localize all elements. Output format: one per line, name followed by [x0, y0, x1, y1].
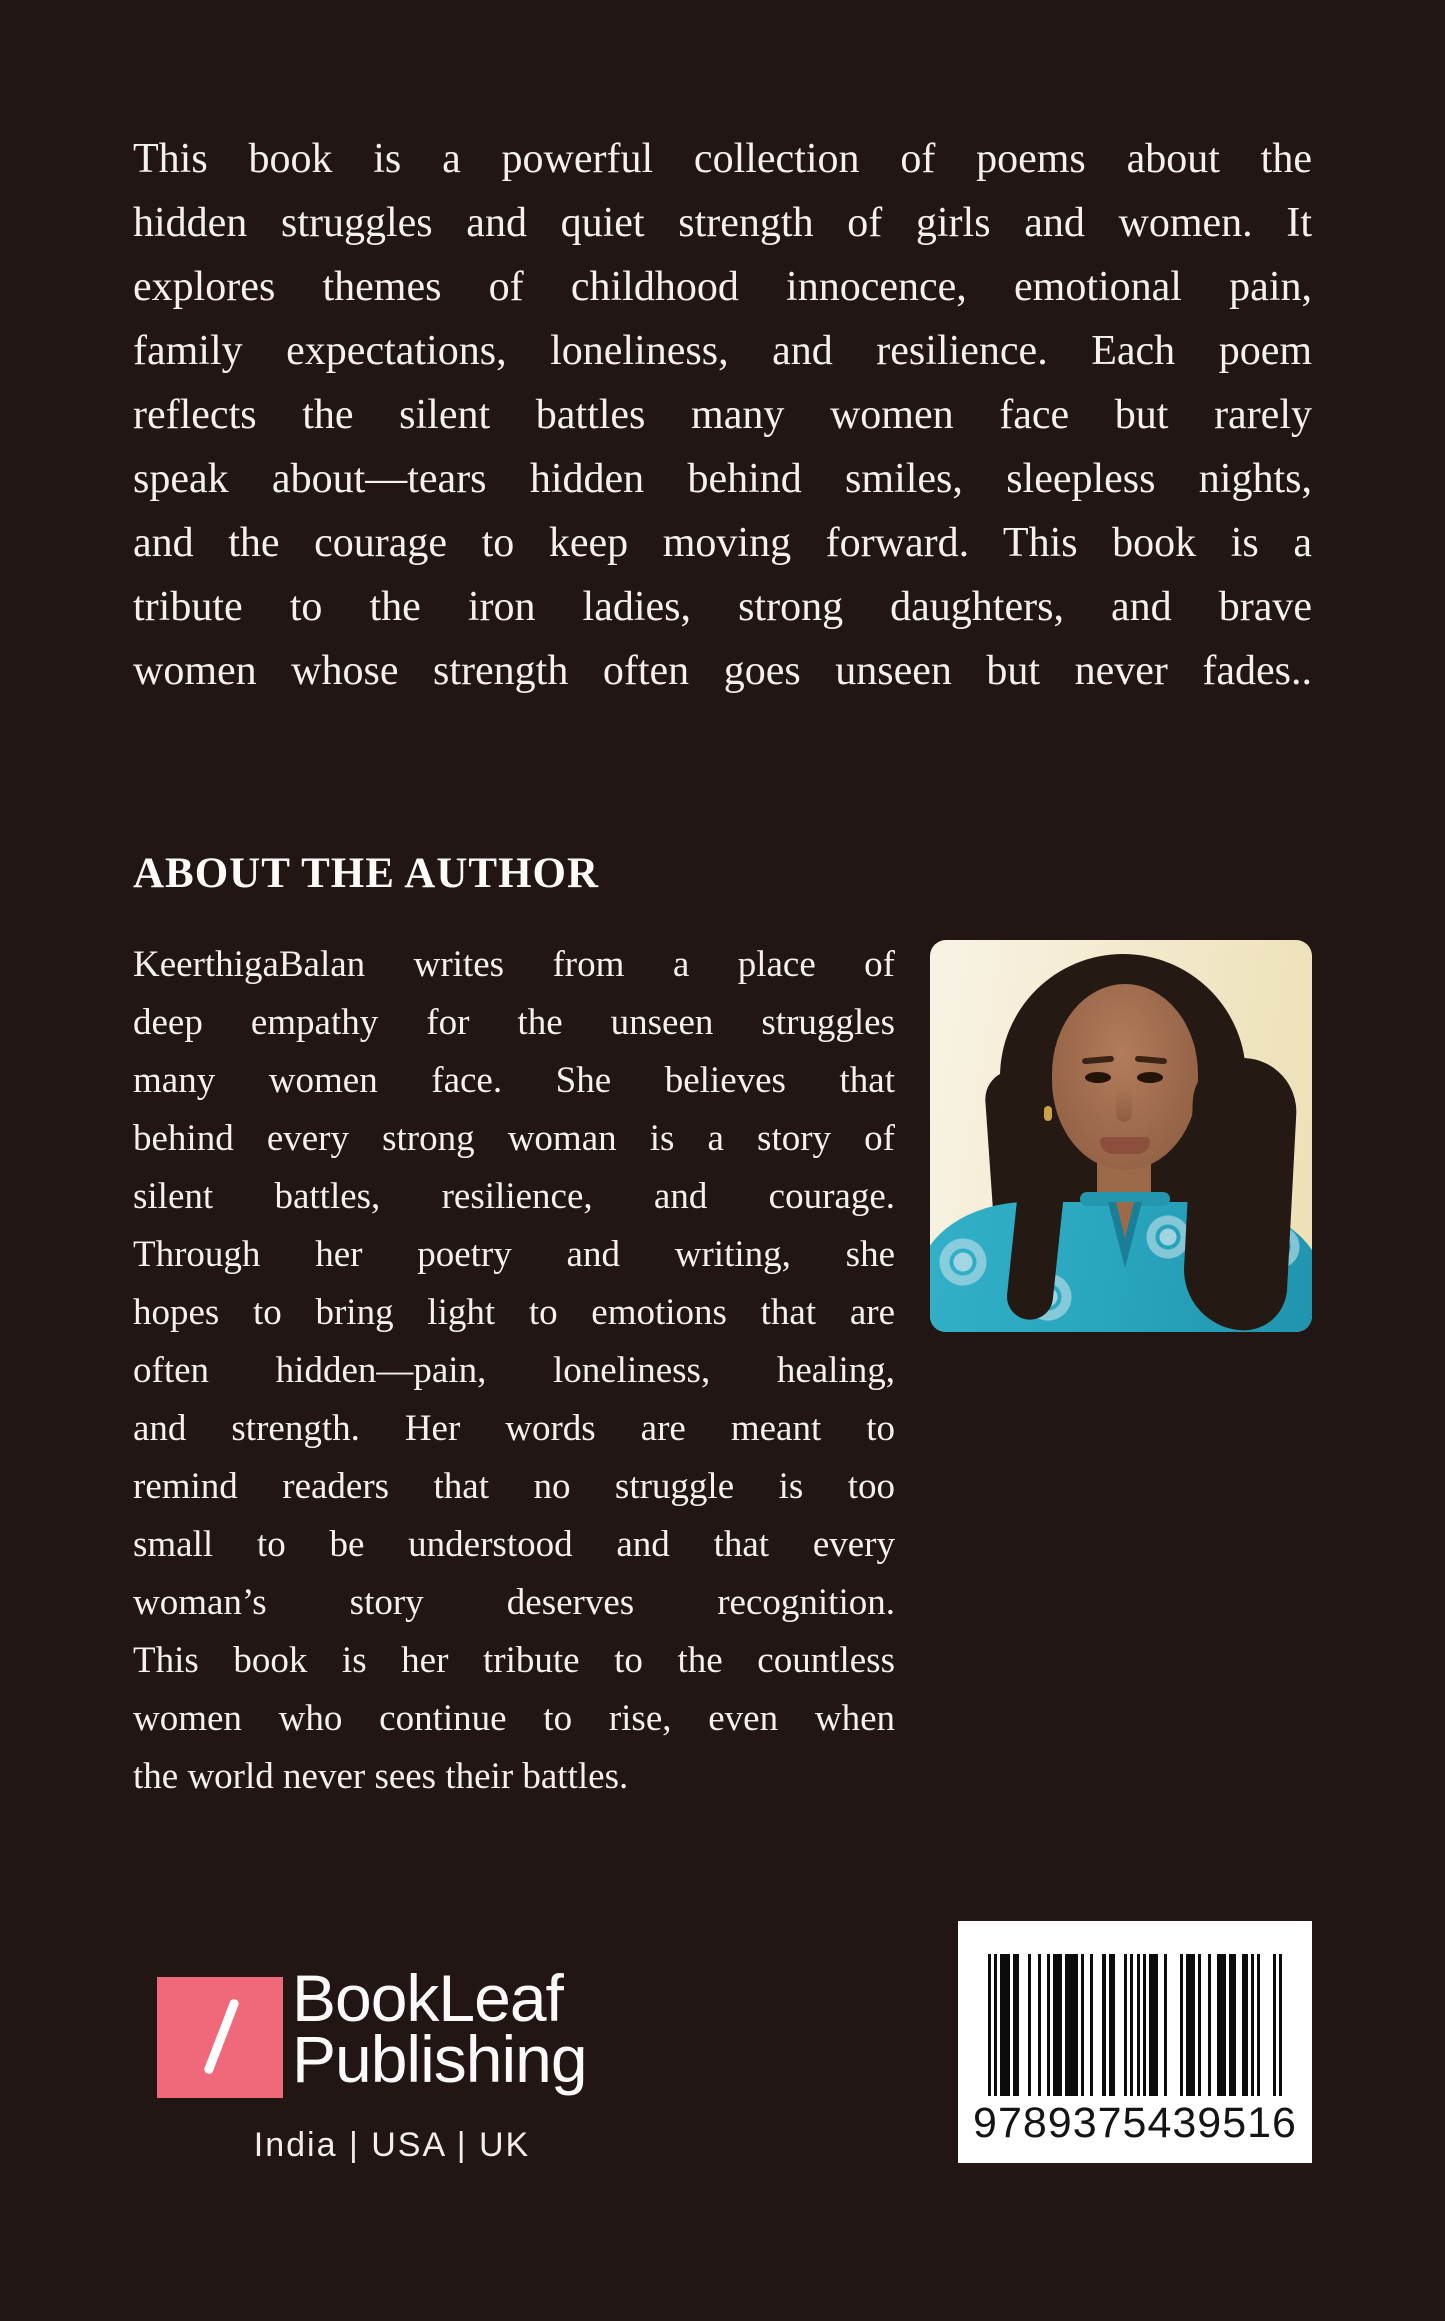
eye	[1137, 1072, 1163, 1083]
barcode	[958, 1921, 1312, 2163]
text-line: silent battles, resilience, and courage.	[133, 1176, 895, 1217]
text-line: women who continue to rise, even when	[133, 1698, 895, 1739]
text-line: often hidden—pain, loneliness, healing,	[133, 1350, 895, 1391]
text-line: and the courage to keep moving forward. This book is a	[133, 520, 1312, 566]
text-line: hopes to bring light to emotions that are	[133, 1292, 895, 1333]
text-line: family expectations, loneliness, and resilience. Each poem	[133, 328, 1312, 374]
text-line: hidden struggles and quiet strength of girls and women. It	[133, 200, 1312, 246]
bookleaf-logo-icon	[157, 1977, 283, 2098]
text-line: explores themes of childhood innocence, emotional pain,	[133, 264, 1312, 310]
earring-icon	[1044, 1106, 1052, 1121]
text-line: many women face. She believes that	[133, 1060, 895, 1101]
hair-right-mass	[1181, 1055, 1299, 1332]
text-line: This book is her tribute to the countless	[133, 1640, 895, 1681]
nose	[1116, 1086, 1132, 1122]
text-line: the world never sees their battles.	[133, 1756, 629, 1797]
text-line: and strength. Her words are meant to	[133, 1408, 895, 1449]
publisher-name-line1: BookLeaf	[292, 1961, 563, 2035]
text-line: Through her poetry and writing, she	[133, 1234, 895, 1275]
barcode-bars	[988, 1954, 1282, 2096]
smiling-lips	[1100, 1137, 1150, 1154]
publisher-name-line2: Publishing	[292, 2022, 587, 2096]
text-line: woman’s story deserves recognition.	[133, 1582, 895, 1623]
slash-icon	[203, 1998, 240, 2075]
text-line: deep empathy for the unseen struggles	[133, 1002, 895, 1043]
text-line: women whose strength often goes unseen but never fades..	[133, 648, 1312, 694]
author-bio	[133, 936, 895, 1806]
text-line: speak about—tears hidden behind smiles, sleepless nights,	[133, 456, 1312, 502]
text-line: behind every strong woman is a story of	[133, 1118, 895, 1159]
text-line: KeerthigaBalan writes from a place of	[133, 944, 895, 985]
text-line: small to be understood and that every	[133, 1524, 895, 1565]
text-line: remind readers that no struggle is too	[133, 1466, 895, 1507]
publisher-regions: India | USA | UK	[253, 2126, 531, 2164]
text-line: tribute to the iron ladies, strong daughters, and brave	[133, 584, 1312, 630]
eye	[1085, 1072, 1111, 1083]
text-line: This book is a powerful collection of poems about the	[133, 136, 1312, 182]
publisher-name	[292, 1961, 587, 2096]
isbn-number: 9789375439516	[973, 2099, 1297, 2147]
text-line: reflects the silent battles many women face but rarely	[133, 392, 1312, 438]
book-description	[133, 127, 1312, 703]
about-the-author-heading: ABOUT THE AUTHOR	[133, 850, 600, 897]
author-photo	[930, 940, 1312, 1332]
